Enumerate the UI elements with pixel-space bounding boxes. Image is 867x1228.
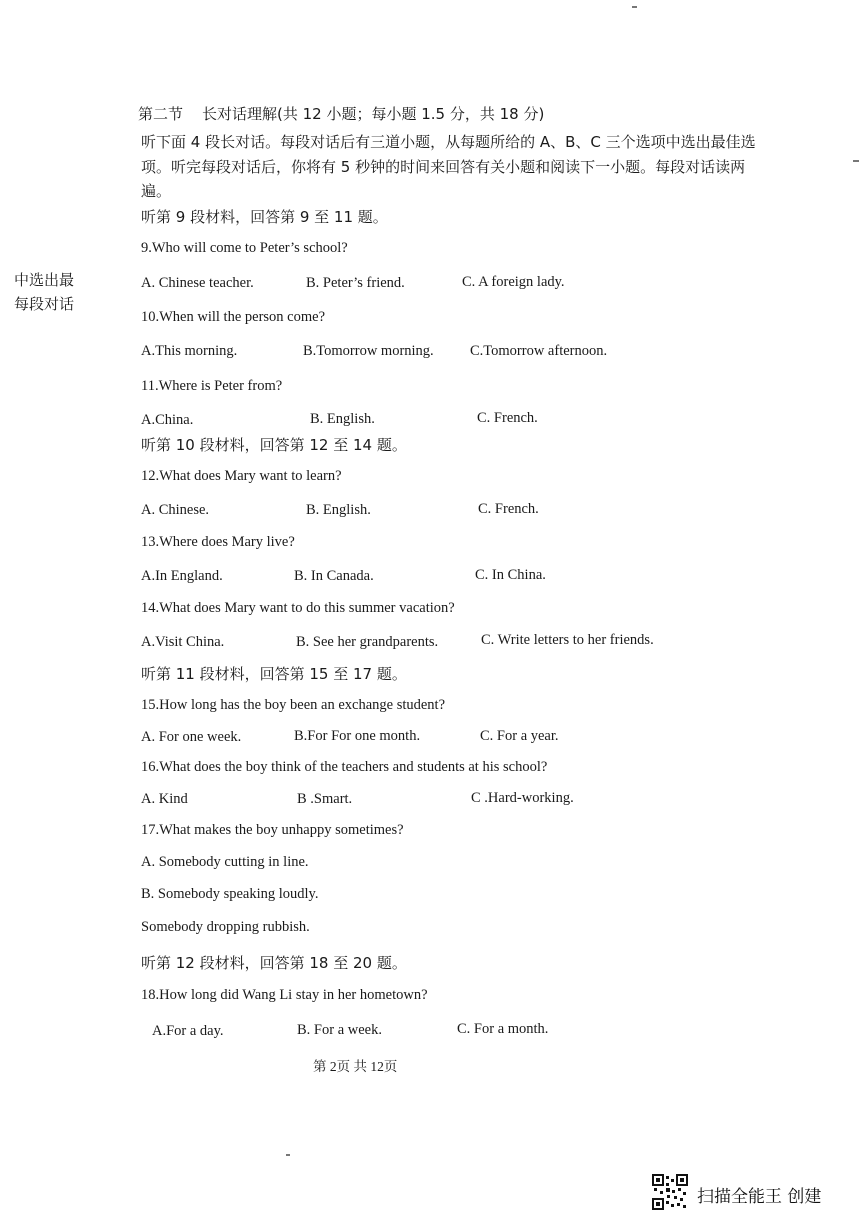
- option-a: A. Chinese.: [141, 502, 210, 518]
- option-b: B. For a week.: [297, 1022, 382, 1038]
- option-c: Somebody dropping rubbish.: [141, 919, 310, 935]
- option-b: B. Peter’s friend.: [306, 275, 405, 291]
- option-c: C.Tomorrow afternoon.: [470, 343, 608, 359]
- page-number: 第 2页 共 12页: [313, 1059, 398, 1074]
- option-c: C. For a month.: [457, 1021, 549, 1037]
- option-b: B. English.: [306, 502, 371, 518]
- option-a: A. Somebody cutting in line.: [141, 854, 309, 870]
- option-a: A. Kind: [141, 791, 188, 807]
- option-c: C. For a year.: [480, 728, 559, 744]
- option-c: C. A foreign lady.: [462, 274, 565, 290]
- section-instructions: 听下面 4 段长对话。每段对话后有三道小题，从每题所给的 A、B、C 三个选项中选出最佳选项。听完每段对话后，你将有 5 秒钟的时间来回答有关小题和阅读下一小题。每段对话读两遍。: [141, 133, 756, 200]
- option-a: A.In England.: [141, 568, 223, 584]
- group-instruction: 听第 10 段材料，回答第 12 至 14 题。: [141, 436, 407, 454]
- option-a: A.This morning.: [141, 343, 238, 359]
- option-b: B. In Canada.: [294, 568, 374, 584]
- question-text: 11.Where is Peter from?: [141, 378, 283, 394]
- question-text: 14.What does Mary want to do this summer vacation?: [141, 600, 455, 616]
- option-b: B.For For one month.: [294, 728, 421, 744]
- question-text: 15.How long has the boy been an exchange student?: [141, 697, 446, 713]
- margin-note-line2: 每段对话: [14, 295, 75, 313]
- question-text: 12.What does Mary want to learn?: [141, 468, 342, 484]
- question-text: 9.Who will come to Peter’s school?: [141, 240, 348, 256]
- group-instruction: 听第 9 段材料，回答第 9 至 11 题。: [141, 208, 388, 226]
- group-instruction: 听第 12 段材料，回答第 18 至 20 题。: [141, 954, 407, 972]
- option-c: C. Write letters to her friends.: [481, 632, 654, 648]
- option-a: A.Visit China.: [141, 634, 225, 650]
- scan-speck: [853, 160, 859, 162]
- scanner-watermark: 扫描全能王 创建: [697, 1187, 822, 1207]
- group-instruction: 听第 11 段材料，回答第 15 至 17 题。: [141, 665, 407, 683]
- question-text: 17.What makes the boy unhappy sometimes?: [141, 822, 404, 838]
- scan-speck: [632, 6, 637, 8]
- option-c: C. French.: [478, 501, 539, 517]
- option-a: A.For a day.: [152, 1023, 224, 1039]
- option-a: A. For one week.: [141, 729, 242, 745]
- question-text: 13.Where does Mary live?: [141, 534, 295, 550]
- scan-speck: [286, 1154, 290, 1156]
- option-c: C. In China.: [475, 567, 546, 583]
- qr-code-icon: [652, 1174, 688, 1210]
- option-a: A.China.: [141, 412, 194, 428]
- question-text: 16.What does the boy think of the teachers and students at his school?: [141, 759, 548, 775]
- option-c: C. French.: [477, 410, 538, 426]
- option-a: A. Chinese teacher.: [141, 275, 254, 291]
- option-c: C .Hard-working.: [471, 790, 574, 806]
- section-heading: 长对话理解(共 12 小题；每小题 1.5 分，共 18 分): [202, 105, 545, 123]
- question-text: 18.How long did Wang Li stay in her hometown?: [141, 987, 428, 1003]
- option-b: B. Somebody speaking loudly.: [141, 886, 319, 902]
- option-b: B. See her grandparents.: [296, 634, 439, 650]
- section-heading-prefix: 第二节: [138, 105, 184, 123]
- question-text: 10.When will the person come?: [141, 309, 326, 325]
- option-b: B .Smart.: [297, 791, 353, 807]
- option-b: B. English.: [310, 411, 375, 427]
- option-b: B.Tomorrow morning.: [303, 343, 434, 359]
- margin-note-line1: 中选出最: [14, 271, 75, 289]
